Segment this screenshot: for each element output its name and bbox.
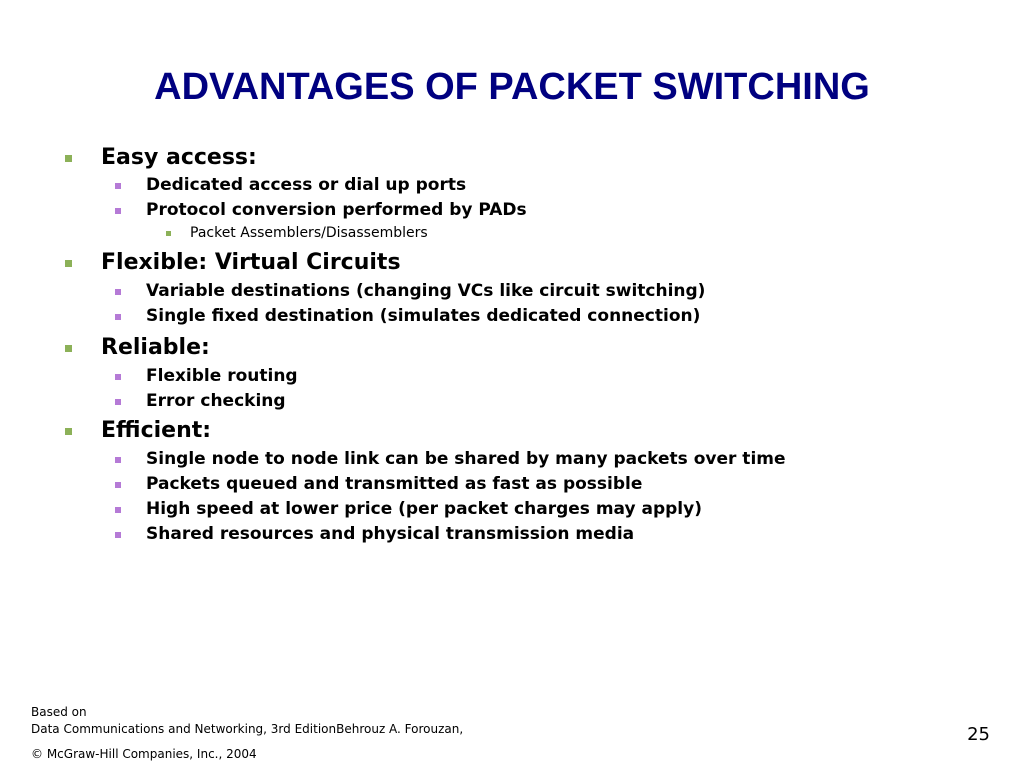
slide-footer <box>31 704 463 763</box>
square-bullet-icon <box>115 289 121 295</box>
bullet-text: Single node to node link can be shared by many packets over time <box>146 449 786 469</box>
bullet-easy-access <box>101 145 257 170</box>
sub-bullet <box>146 391 286 411</box>
bullet-text: Efficient: <box>101 418 212 443</box>
bullet-flexible <box>101 250 401 275</box>
bullet-text: Variable destinations (changing VCs like circuit switching) <box>146 281 706 301</box>
footer-line-based-on: Based on <box>31 705 87 719</box>
bullet-text: Shared resources and physical transmission media <box>146 524 635 544</box>
footer-line-book: Data Communications and Networking, 3rd EditionBehrouz A. Forouzan, <box>31 722 464 736</box>
square-bullet-icon <box>65 428 72 435</box>
footer-line-copyright: © McGraw-Hill Companies, Inc., 2004 <box>31 747 257 761</box>
sub-bullet <box>146 499 702 519</box>
sub-bullet <box>146 474 642 494</box>
square-bullet-icon <box>115 457 121 463</box>
square-bullet-icon <box>65 345 72 352</box>
sub-bullet <box>146 175 466 195</box>
bullet-text: Single fixed destination (simulates dedicated connection) <box>146 306 701 326</box>
sub-bullet <box>146 281 705 301</box>
bullet-text: Error checking <box>146 391 286 411</box>
bullet-efficient <box>101 418 211 443</box>
square-bullet-icon <box>166 231 171 236</box>
sub-sub-bullet <box>190 225 428 241</box>
bullet-text: Flexible routing <box>146 366 298 386</box>
sub-bullet <box>146 200 527 220</box>
bullet-text: Protocol conversion performed by PADs <box>146 200 527 220</box>
square-bullet-icon <box>65 260 72 267</box>
sub-bullet <box>146 524 634 544</box>
bullet-text: Reliable: <box>101 335 210 360</box>
bullet-reliable <box>101 335 210 360</box>
square-bullet-icon <box>115 374 121 380</box>
bullet-text: Flexible: Virtual Circuits <box>101 250 401 275</box>
bullet-text: Packets queued and transmitted as fast as possible <box>146 474 643 494</box>
sub-bullet <box>146 449 786 469</box>
bullet-text: Easy access: <box>101 145 257 170</box>
sub-bullet <box>146 366 298 386</box>
slide-title: ADVANTAGES OF PACKET SWITCHING <box>154 66 870 108</box>
square-bullet-icon <box>115 183 121 189</box>
bullet-text: Packet Assemblers/Disassemblers <box>190 225 428 241</box>
square-bullet-icon <box>115 482 121 488</box>
square-bullet-icon <box>115 208 121 214</box>
square-bullet-icon <box>115 314 121 320</box>
square-bullet-icon <box>115 399 121 405</box>
sub-bullet <box>146 306 700 326</box>
square-bullet-icon <box>115 532 121 538</box>
bullet-text: Dedicated access or dial up ports <box>146 175 467 195</box>
page-number: 25 <box>967 724 990 745</box>
square-bullet-icon <box>115 507 121 513</box>
square-bullet-icon <box>65 155 72 162</box>
bullet-text: High speed at lower price (per packet charges may apply) <box>146 499 702 519</box>
